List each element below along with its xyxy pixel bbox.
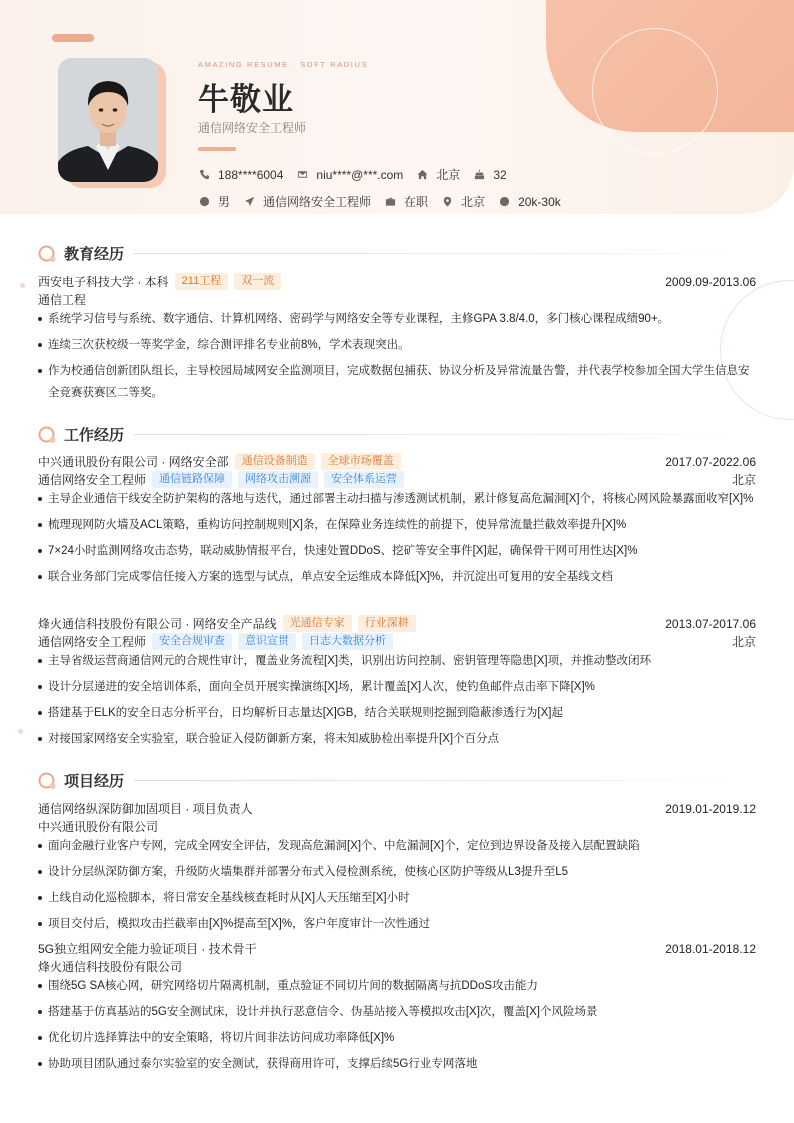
job-city: 北京 [731, 635, 756, 649]
job-bullets [38, 650, 756, 754]
education-major-row [38, 291, 756, 308]
project-org-row [38, 818, 756, 835]
list-item: 梳理现网防火墙及ACL策略，重构访问控制规则[X]条，在保障业务连续性的前提下，使异常流量拦截效率提升[X]% [38, 514, 756, 536]
contact-row [198, 166, 520, 183]
candidate-name: 牛敬业 [198, 82, 294, 117]
job-company-row [38, 453, 756, 470]
job-role: 通信网络安全工程师 [38, 635, 147, 649]
job-bullets [38, 488, 756, 592]
mail-icon [296, 169, 308, 181]
status-item [384, 193, 428, 210]
project-title: 项目经历 [64, 772, 125, 790]
phone-item [198, 168, 283, 182]
major: 通信工程 [38, 293, 87, 307]
list-item: 设计分层递进的安全培训体系，面向全员开展实操演练[X]场，累计覆盖[X]人次，使钓鱼邮件点击率下降[X]% [38, 676, 756, 698]
intent-text: 通信网络安全工程师 [263, 195, 372, 209]
project-org: 烽火通信科技股份有限公司 [38, 960, 183, 974]
list-item: 主导省级运营商通信网元的合规性审计，覆盖业务流程[X]类，识别出访问控制、密钥管理等隐患[X]项，并推动整改闭环 [38, 650, 756, 672]
project-bullets [38, 835, 756, 939]
job-role: 通信网络安全工程师 [38, 473, 147, 487]
project-name: 通信网络纵深防御加固项目 · 项目负责人 [38, 802, 253, 816]
company-tag: 光通信专家 [283, 615, 352, 632]
search-icon [38, 771, 57, 790]
salary-item [498, 195, 561, 209]
list-item: 优化切片选择算法中的安全策略，将切片间非法访问成功率降低[X]% [38, 1027, 756, 1049]
home-text: 北京 [436, 168, 461, 182]
job-city: 北京 [731, 473, 756, 487]
salary-icon [498, 196, 510, 208]
list-item: 系统学习信号与系统、数字通信、计算机网络、密码学与网络安全等专业课程，主修GPA 3.8/4.0，多门核心课程成绩90+。 [38, 308, 756, 330]
role-tag: 安全合规审查 [152, 633, 232, 650]
list-item: 围绕5G SA核心网，研究网络切片隔离机制，重点验证不同切片间的数据隔离与抗DDoS攻击能力 [38, 975, 756, 997]
search-icon [38, 425, 57, 444]
project-date: 2018.01-2018.12 [665, 941, 756, 956]
briefcase-icon [384, 196, 396, 208]
list-item: 作为校通信创新团队组长，主导校园局域网安全监测项目，完成数据包捕获、协议分析及异常流量告警，并代表学校参加全国大学生信息安全竞赛获赛区二等奖。 [38, 360, 756, 404]
list-item: 搭建基于ELK的安全日志分析平台，日均解析日志量达[X]GB，结合关联规则挖掘到隐蔽渗透行为[X]起 [38, 702, 756, 724]
section-divider [134, 434, 756, 435]
accent-pill [52, 34, 94, 42]
gender-text: 男 [218, 195, 231, 209]
role-tag: 日志大数据分析 [302, 633, 393, 650]
school-tag: 双一流 [234, 273, 281, 290]
project-section-header [38, 769, 756, 791]
tagline: AMAZING RESUME · SOFT RADIUS [198, 60, 369, 69]
project-org-row [38, 958, 756, 975]
education-title: 教育经历 [64, 245, 125, 263]
role-tag: 网络攻击溯源 [238, 471, 318, 488]
salary-text: 20k-30k [518, 194, 561, 209]
gender-item [198, 193, 230, 210]
decorative-dot [20, 283, 25, 288]
name-underline [198, 147, 236, 151]
candidate-title: 通信网络安全工程师 [198, 121, 307, 135]
email-item [296, 168, 403, 182]
decorative-ring [592, 28, 718, 154]
job-role-row [38, 633, 756, 650]
list-item: 协助项目团队通过泰尔实验室的安全测试，获得商用许可，支撑后续5G行业专网落地 [38, 1053, 756, 1075]
location-item [441, 193, 485, 210]
gender-icon [198, 196, 210, 208]
list-item: 项目交付后，模拟攻击拦截率由[X]%提高至[X]%，客户年度审计一次性通过 [38, 913, 756, 935]
list-item: 上线自动化巡检脚本，将日常安全基线核查耗时从[X]人天压缩至[X]小时 [38, 887, 756, 909]
education-bullets [38, 308, 756, 408]
age-item [473, 168, 506, 182]
project-date: 2019.01-2019.12 [665, 801, 756, 816]
email-text: niu****@***.com [316, 167, 404, 182]
search-icon [38, 244, 57, 263]
project-name: 5G独立组网安全能力验证项目 · 技术骨干 [38, 942, 257, 956]
role-tag: 通信链路保障 [152, 471, 232, 488]
list-item: 主导企业通信干线安全防护架构的落地与迭代，通过部署主动扫描与渗透测试机制，累计修复高危漏洞[X]个，将核心网风险暴露面收窄[X]% [38, 488, 756, 510]
home-item [416, 166, 460, 183]
job-company-row [38, 615, 756, 632]
status-text: 在职 [404, 195, 429, 209]
age-text: 32 [493, 167, 507, 182]
project-bullets [38, 975, 756, 1079]
job-date: 2013.07-2017.06 [665, 616, 756, 631]
school-name: 西安电子科技大学 · 本科 [38, 275, 169, 289]
job-role-row [38, 471, 756, 488]
section-divider [134, 253, 756, 254]
list-item: 搭建基于仿真基站的5G安全测试床，设计并执行恶意信令、伪基站接入等模拟攻击[X]次，覆盖[X]个风险场景 [38, 1001, 756, 1023]
company-name: 中兴通讯股份有限公司 · 网络安全部 [38, 455, 229, 469]
decorative-dot [18, 729, 23, 734]
list-item: 对接国家网络安全实验室，联合验证入侵防御新方案，将未知威胁检出率提升[X]个百分点 [38, 728, 756, 750]
profile-row [198, 193, 574, 210]
project-name-row [38, 940, 756, 957]
project-name-row [38, 800, 756, 817]
company-name: 烽火通信科技股份有限公司 · 网络安全产品线 [38, 617, 277, 631]
education-school-row [38, 273, 756, 290]
section-divider [134, 780, 756, 781]
company-tag: 行业深耕 [358, 615, 416, 632]
send-icon [243, 196, 255, 208]
school-tag: 211工程 [175, 273, 229, 290]
role-tag: 安全体系运营 [324, 471, 404, 488]
company-tag: 全球市场覆盖 [321, 453, 401, 470]
role-tag: 意识宣贯 [238, 633, 296, 650]
list-item: 联合业务部门完成零信任接入方案的选型与试点，单点安全运维成本降低[X]%，并沉淀出可复用的安全基线文档 [38, 566, 756, 588]
project-org: 中兴通讯股份有限公司 [38, 820, 159, 834]
list-item: 面向金融行业客户专网，完成全网安全评估，发现高危漏洞[X]个、中危漏洞[X]个，定位到边界设备及接入层配置缺陷 [38, 835, 756, 857]
job-date: 2017.07-2022.06 [665, 454, 756, 469]
list-item: 连续三次获校级一等奖学金，综合测评排名专业前8%，学术表现突出。 [38, 334, 756, 356]
company-tag: 通信设备制造 [235, 453, 315, 470]
location-text: 北京 [461, 195, 486, 209]
education-date: 2009.09-2013.06 [665, 274, 756, 289]
list-item: 设计分层纵深防御方案，升级防火墙集群并部署分布式入侵检测系统，使核心区防护等级从L3提升至L5 [38, 861, 756, 883]
list-item: 7×24小时监测网络攻击态势，联动威胁情报平台，快速处置DDoS、挖矿等安全事件[X]起，确保骨干网可用性达[X]% [38, 540, 756, 562]
work-section-header [38, 423, 756, 445]
cake-icon [473, 169, 485, 181]
phone-icon [198, 169, 210, 181]
home-icon [416, 169, 428, 181]
phone-text: 188****6004 [218, 167, 284, 182]
education-section-header [38, 242, 756, 264]
intent-item [243, 193, 371, 210]
work-title: 工作经历 [64, 426, 125, 444]
avatar [58, 58, 158, 182]
location-pin-icon [441, 196, 453, 208]
